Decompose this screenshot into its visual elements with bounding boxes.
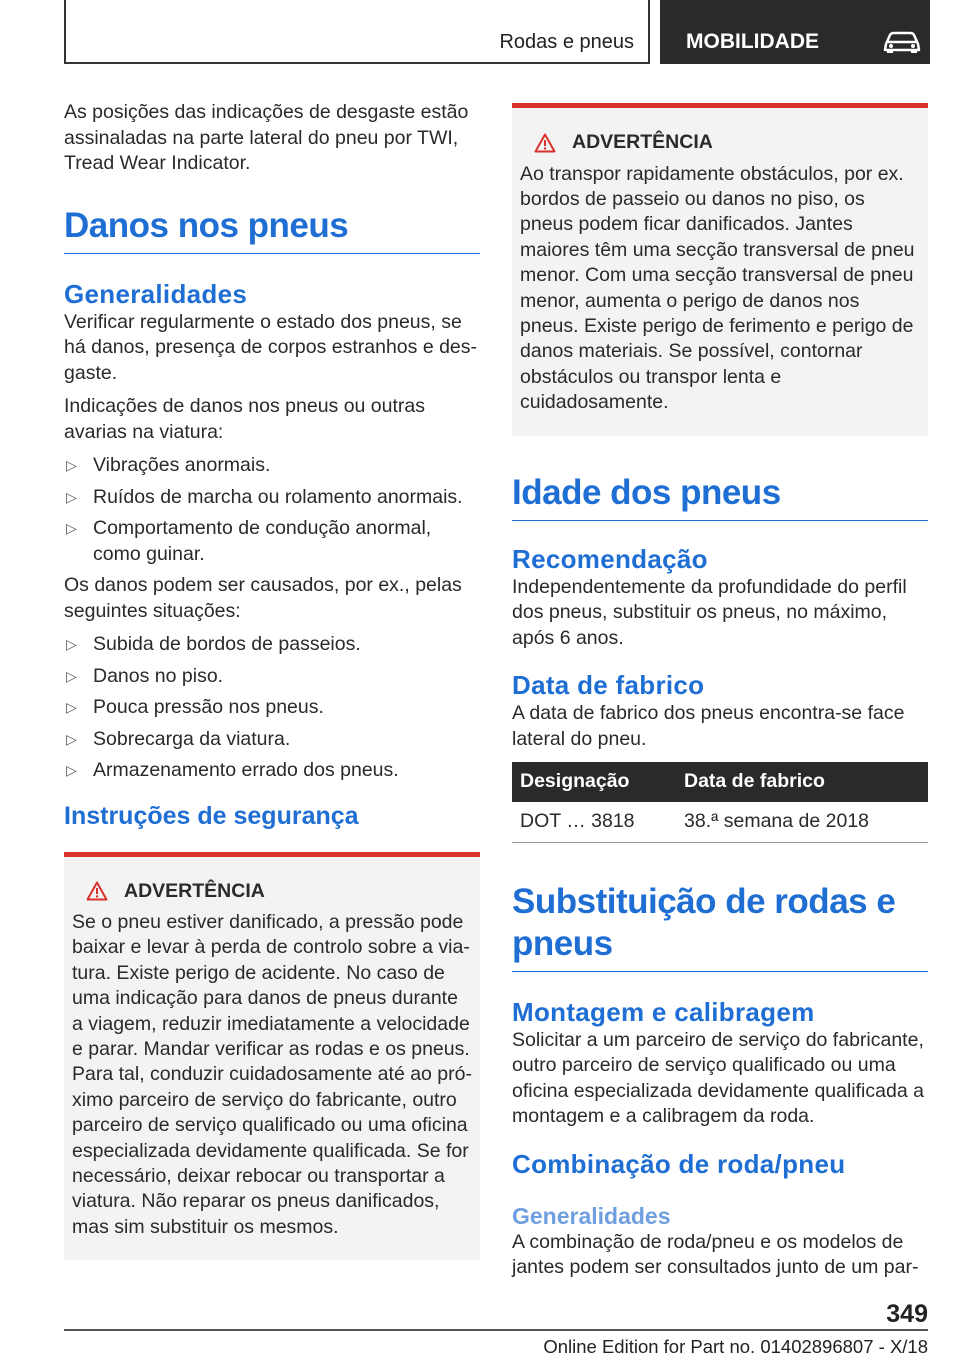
warning-title: ADVERTÊNCIA (520, 130, 920, 156)
heading-safety: Instruções de segurança (64, 801, 359, 830)
paragraph-general-1: Verificar regularmente o estado dos pneus, se há danos, presença de corpos estranhos e desgaste. (64, 310, 478, 384)
heading-general: Generalidades (64, 278, 248, 309)
heading-manufacture-date: Data de fabrico (512, 670, 705, 701)
heading-replacement: Substituição de rodas e pneus (512, 881, 928, 972)
paragraph-general-2: Indicações de danos nos pneus ou outras avarias na viatura: (64, 395, 426, 443)
paragraph-recommendation: Independentemente da profundidade do perfil dos pneus, substituir os pneus, no máximo, após 6 anos. (512, 575, 907, 649)
triangle-bullet-icon: ▷ (66, 457, 77, 473)
heading-mounting: Montagem e calibragem (512, 996, 815, 1027)
warning-box-damaged-tire (64, 852, 480, 1261)
car-icon (882, 30, 922, 54)
list-item: ▷ Pouca pressão nos pneus. (64, 695, 480, 721)
table-cell: DOT … 3818 (512, 802, 676, 842)
heading-tire-age: Idade dos pneus (512, 472, 928, 521)
header-chapter-title: MOBILIDADE (686, 30, 819, 53)
right-column (512, 103, 928, 1289)
list-item: ▷ Danos no piso. (64, 664, 480, 690)
manufacture-date-table (512, 762, 928, 843)
triangle-bullet-icon: ▷ (66, 520, 77, 536)
table-header-row (512, 762, 928, 802)
table-header-cell: Designação (512, 762, 676, 802)
damage-causes-list (64, 632, 480, 784)
subheading-general: Generalidades (512, 1202, 671, 1229)
paragraph-mounting: Solicitar a um parceiro de serviço do fabricante, outro parceiro de serviço qualificado ou uma oficina especializada devidamente qualificada a montagem e a calibragem da roda. (512, 1028, 924, 1128)
triangle-bullet-icon: ▷ (66, 488, 77, 505)
list-item: ▷ Armazenamento errado dos pneus. (64, 758, 480, 784)
header-divider (648, 0, 650, 64)
paragraph-combination: A combinação de roda/pneu e os modelos de jantes podem ser consultados junto de um par- (512, 1230, 919, 1279)
table-cell: 38.ª semana de 2018 (676, 802, 928, 842)
heading-tire-damage: Danos nos pneus (64, 205, 480, 254)
page-header (64, 0, 930, 66)
paragraph-causes: Os danos podem ser causados, por ex., pelas seguintes situações: (64, 574, 462, 622)
header-chapter-bar (660, 0, 930, 64)
list-item: ▷ Vibrações anormais. (64, 453, 480, 479)
triangle-bullet-icon: ▷ (66, 699, 77, 715)
triangle-bullet-icon: ▷ (66, 762, 77, 778)
triangle-bullet-icon: ▷ (66, 730, 77, 747)
intro-paragraph: As posições das indicações de desgaste estão assinaladas na parte lateral do pneu por TWI, Tread Wear Indicator. (64, 101, 469, 174)
list-item: ▷ Comportamento de condução anormal, como guinar. (66, 517, 432, 565)
left-column (64, 100, 480, 1260)
warning-box-obstacles (512, 103, 928, 436)
paragraph-manufacture-date: A data de fabrico dos pneus encontra-se face lateral do pneu. (512, 702, 905, 750)
list-item: ▷ Sobrecarga da viatura. (64, 727, 480, 753)
list-item: ▷ Ruídos de marcha ou rolamento anormais. (64, 485, 480, 511)
warning-title: ADVERTÊNCIA (72, 879, 472, 905)
footer-divider (64, 1329, 928, 1331)
table-header-cell: Data de fabrico (676, 762, 928, 802)
triangle-bullet-icon: ▷ (66, 636, 77, 652)
warning-triangle-icon (86, 881, 108, 901)
list-item: ▷ Subida de bordos de passeios. (64, 632, 480, 658)
warning-body: Ao transpor rapidamente obstáculos, por ex. bordos de passeio ou danos no piso, os pneus podem ficar danificados. Jantes maiores têm uma secção transversal de pneu menor. Com uma secção transversal de pneu menor, aumenta o perigo de danos nos pneus. Existe perigo de ferimento e perigo de danos materiais. Se possível, contornar obstáculos ou transpor lenta e cuidadosamente. (520, 162, 915, 414)
table-row (512, 802, 928, 842)
heading-combination: Combinação de roda/pneu (512, 1148, 846, 1179)
triangle-bullet-icon: ▷ (66, 667, 77, 684)
footer-edition: Online Edition for Part no. 01402896807 - X/18 (543, 1336, 928, 1357)
warning-body: Se o pneu estiver danificado, a pressão pode baixar e levar à perda de controlo sobre a viatura. Existe perigo de acidente. No caso de uma indicação para danos de pneus durante a viagem, reduzir imediatamente a velocidade e parar. Mandar verificar as rodas e os pneus. Para tal, conduzir cuidadosamente até ao próximo parceiro de serviço do fabricante, outro parceiro de serviço qualificado ou uma oficina especializada devidamente qualificada. Se for necessário, deixar rebocar ou transportar a viatura. Não reparar os pneus danificados, mas sim substituir os mesmos. (72, 911, 472, 1238)
heading-recommendation: Recomendação (512, 543, 708, 574)
header-section-title: Rodas e pneus (499, 31, 634, 53)
warning-triangle-icon (534, 133, 556, 153)
damage-indications-list (64, 453, 480, 567)
page-number: 349 (886, 1300, 928, 1328)
